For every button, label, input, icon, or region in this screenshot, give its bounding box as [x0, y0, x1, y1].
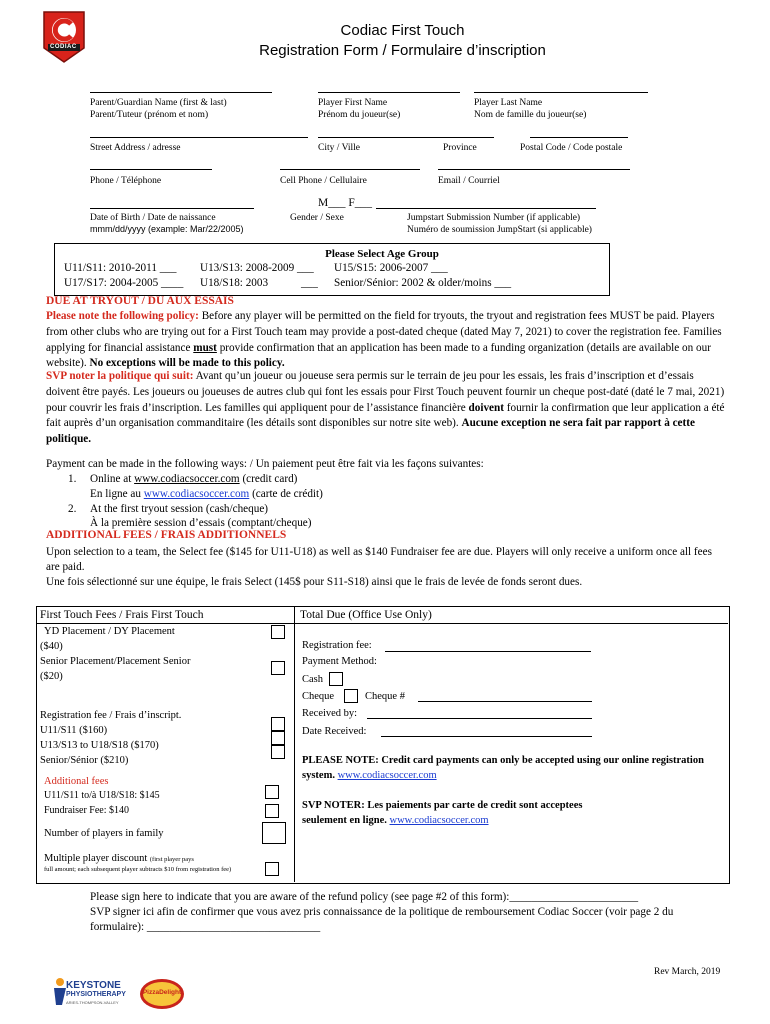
additional-fr: Une fois sélectionné sur une équipe, le frais Select (145$ pour S11-S18) ainsi que le frais de levée de fonds seront dues. — [46, 576, 583, 588]
email-label: Email / Courriel — [438, 176, 500, 186]
policy-fr-bold2: Aucune exception ne sera fait par rapport à cette politique. — [46, 417, 695, 446]
age-u18[interactable]: U18/S18: 2003 — [200, 277, 269, 289]
cheque-checkbox[interactable] — [344, 689, 358, 703]
fee-reg-senior: Senior/Sénior ($210) — [40, 755, 129, 766]
additional-heading: ADDITIONAL FEES / FRAIS ADDITIONNELS — [46, 529, 287, 541]
fee-yd: YD Placement / DY Placement — [44, 626, 175, 637]
policy-en-bold: No exceptions will be made to this policy. — [89, 357, 285, 370]
reg-senior-checkbox[interactable] — [271, 745, 285, 759]
city-line[interactable] — [318, 137, 494, 138]
online-link[interactable]: www.codiacsoccer.com — [134, 473, 240, 485]
postal-line[interactable] — [530, 137, 628, 138]
note-fr — [302, 798, 622, 828]
additional-en: Upon selection to a team, the Select fee ($145 for U11-U18) as well as $140 Fundraiser fee are due. Players will only receive a uniform once all fees are paid. — [46, 546, 712, 573]
office-reg-fee: Registration fee: — [302, 640, 372, 651]
sign-en[interactable]: Please sign here to indicate that you are aware of the refund policy (see page #2 of this form):_______________________ — [90, 891, 639, 903]
multi-small1: (first player pays — [149, 856, 194, 863]
payment-tryout-en: At the first tryout session (cash/cheque) — [90, 503, 269, 515]
fee-add-u11: U11/S11 to/à U18/S18: $145 — [44, 790, 160, 801]
office-reg-fee-line[interactable] — [385, 651, 591, 652]
add-fund-checkbox[interactable] — [265, 804, 279, 818]
online-fr-link[interactable]: www.codiacsoccer.com — [143, 488, 250, 500]
reg-u11-checkbox[interactable] — [271, 717, 285, 731]
cell-line[interactable] — [280, 169, 420, 170]
jumpstart-line[interactable] — [376, 208, 596, 209]
fee-senior: Senior Placement/Placement Senior — [40, 656, 191, 667]
payment-online-en — [90, 472, 297, 487]
dob-line[interactable] — [90, 208, 254, 209]
physio-text: PHYSIOTHERAPY — [66, 991, 126, 998]
multi-small2: full amount; each subsequent player subtracts $10 from registration fee) — [44, 866, 232, 873]
phone-label: Phone / Téléphone — [90, 176, 162, 186]
province-label: Province — [443, 143, 477, 153]
policy-en-must: must — [193, 341, 217, 354]
cheque-num-line[interactable] — [418, 701, 592, 702]
fees-left-header: First Touch Fees / Frais First Touch — [40, 609, 204, 621]
fees-table-divider — [294, 606, 295, 882]
yd-checkbox[interactable] — [271, 625, 285, 639]
parent-label-fr: Parent/Tuteur (prénom et nom) — [90, 110, 209, 120]
payment-n2: 2. — [68, 503, 77, 515]
fee-reg-u13: U13/S13 to U18/S18 ($170) — [40, 740, 159, 751]
player-first-label-fr: Prénom du joueur(se) — [318, 110, 401, 120]
dob-format: mmm/dd/yyyy (example: Mar/22/2005) — [90, 224, 244, 234]
office-cheque-num: Cheque # — [365, 691, 405, 702]
pizza-delight-logo — [138, 977, 186, 1011]
due-at-tryout-heading: DUE AT TRYOUT / DU AUX ESSAIS — [46, 295, 234, 307]
email-line[interactable] — [438, 169, 630, 170]
date-received-line[interactable] — [381, 736, 592, 737]
pizza-text: PizzaDelight — [142, 989, 182, 996]
page-title: Codiac First Touch — [340, 22, 465, 39]
player-first-line[interactable] — [318, 92, 460, 93]
revision-date: Rev March, 2019 — [654, 967, 721, 977]
page-subtitle: Registration Form / Formulaire d’inscription — [259, 42, 546, 59]
note-fr-text: SVP NOTER: Les paiements par carte de credit sont acceptees seulement en ligne. — [302, 800, 583, 826]
note-en — [302, 753, 722, 783]
fee-reg: Registration fee / Frais d’inscript. — [40, 710, 182, 721]
online-fr-text: En ligne au — [90, 488, 144, 500]
parent-label-en: Parent/Guardian Name (first & last) — [90, 98, 227, 108]
policy-en-lead: Please note the following policy: — [46, 310, 199, 322]
payment-tryout-fr: À la première session d’essais (comptant/cheque) — [90, 517, 312, 529]
fee-add-fund: Fundraiser Fee: $140 — [44, 805, 129, 816]
received-by-line[interactable] — [367, 718, 592, 719]
player-last-label-en: Player Last Name — [474, 98, 543, 108]
player-last-line[interactable] — [474, 92, 648, 93]
office-pay-method: Payment Method: — [302, 656, 377, 667]
cash-checkbox[interactable] — [329, 672, 343, 686]
age-group-title: Please Select Age Group — [325, 248, 439, 260]
additional-fees-heading: Additional fees — [44, 776, 109, 787]
multi-label — [44, 852, 194, 866]
age-u18-blank[interactable]: ___ — [301, 277, 318, 289]
multi-text: Multiple player discount — [44, 853, 148, 864]
gender-label: Gender / Sexe — [290, 213, 344, 223]
num-players-label: Number of players in family — [44, 828, 164, 839]
reg-u13-checkbox[interactable] — [271, 731, 285, 745]
office-date-received: Date Received: — [302, 726, 367, 737]
note-en-link[interactable]: www.codiacsoccer.com — [337, 770, 437, 781]
street-label: Street Address / adresse — [90, 143, 181, 153]
sign-fr[interactable]: SVP signer ici afin de confirmer que vous avez pris connaissance de la politique de remboursement Codiac Soccer (voir page 2 du formulaire): _______________________________ — [90, 906, 674, 933]
age-u17[interactable]: U17/S17: 2004-2005 ____ — [64, 277, 184, 289]
note-fr-link[interactable]: www.codiacsoccer.com — [389, 815, 489, 826]
age-senior[interactable]: Senior/Sénior: 2002 & older/moins ___ — [334, 277, 512, 289]
fee-senior-price: ($20) — [40, 671, 63, 682]
jumpstart-label-en: Jumpstart Submission Number (if applicable) — [407, 213, 581, 223]
age-u15[interactable]: U15/S15: 2006-2007 ___ — [334, 262, 448, 274]
online-en-tail: (credit card) — [239, 473, 298, 485]
city-label: City / Ville — [318, 143, 361, 153]
senior-checkbox[interactable] — [271, 661, 285, 675]
logo-text: CODIAC — [50, 44, 77, 50]
online-fr-tail: (carte de crédit) — [249, 488, 323, 500]
player-first-label-en: Player First Name — [318, 98, 388, 108]
payment-n1: 1. — [68, 473, 77, 485]
policy-en — [46, 309, 726, 372]
phone-line[interactable] — [90, 169, 212, 170]
policy-en-text1: Before any player will be permitted on the field for tryouts, the tryout and registration fees MUST be paid. Players from other clubs who are trying out for a First Touch team may provide a post-dated cheque (dated May 7, 2021) to cover the registration fee. Families applying for financial assistance — [46, 310, 722, 354]
policy-fr — [46, 369, 726, 448]
keystone-logo — [50, 977, 130, 1009]
policy-fr-lead: SVP noter la politique qui suit: — [46, 370, 194, 382]
fee-reg-u11: U11/S11 ($160) — [40, 725, 108, 736]
note-en-text: PLEASE NOTE: Credit card payments can only be accepted using our online registration system. — [302, 755, 704, 781]
multi-checkbox[interactable] — [265, 862, 279, 876]
keystone-text: KEYSTONE — [66, 980, 121, 991]
dob-label: Date of Birth / Date de naissance — [90, 213, 216, 223]
fees-table-header-line — [36, 623, 728, 624]
cell-label: Cell Phone / Cellulaire — [280, 176, 367, 186]
payment-online-fr — [90, 487, 323, 502]
age-u11[interactable]: U11/S11: 2010-2011 ___ — [64, 262, 177, 274]
policy-fr-text1: Avant qu’un joueur ou joueuse sera permis sur le terrain de jeu pour les essais, les frais d’inscription et d’essais doivent être payés. Les joueurs ou joueuses de autres club qui font les essais pour First Touch peuvent fournir un cheque post-daté (daté le 7 mai, 2021) pour couvrir les frais d’inscription. Les familles qui appliquent pour de l’assistance financière — [46, 370, 725, 414]
age-u13[interactable]: U13/S13: 2008-2009 ___ — [200, 262, 314, 274]
office-cash: Cash — [302, 674, 323, 685]
payment-intro: Payment can be made in the following ways: / Un paiement peut être fait via les façons suivantes: — [46, 458, 484, 470]
postal-label: Postal Code / Code postale — [520, 143, 623, 153]
fee-yd-price: ($40) — [40, 641, 63, 652]
street-line[interactable] — [90, 137, 308, 138]
physio-sub-text: ARIES-THOMPSON-VALLEY — [66, 1000, 119, 1005]
fees-right-header: Total Due (Office Use Only) — [300, 609, 432, 621]
jumpstart-label-fr: Numéro de soumission JumpStart (si applicable) — [407, 225, 592, 235]
policy-fr-text2: fournir la confirmation que leur application a été fait auprès d’un organisation commanditaire (les détails sont disponibles sur notre site web). — [46, 401, 725, 430]
office-received-by: Received by: — [302, 708, 358, 719]
policy-en-text2: provide confirmation that an application has been made to a funding organization (details are available on our website). — [46, 341, 711, 370]
num-players-box[interactable] — [262, 822, 286, 844]
office-cheque: Cheque — [302, 691, 335, 702]
player-last-label-fr: Nom de famille du joueur(se) — [474, 110, 587, 120]
online-en-text: Online at — [90, 473, 135, 485]
parent-name-line[interactable] — [90, 92, 272, 93]
add-u11-checkbox[interactable] — [265, 785, 279, 799]
gender-mf[interactable]: M___ F___ — [318, 197, 372, 209]
policy-fr-bold1: doivent — [468, 401, 504, 414]
